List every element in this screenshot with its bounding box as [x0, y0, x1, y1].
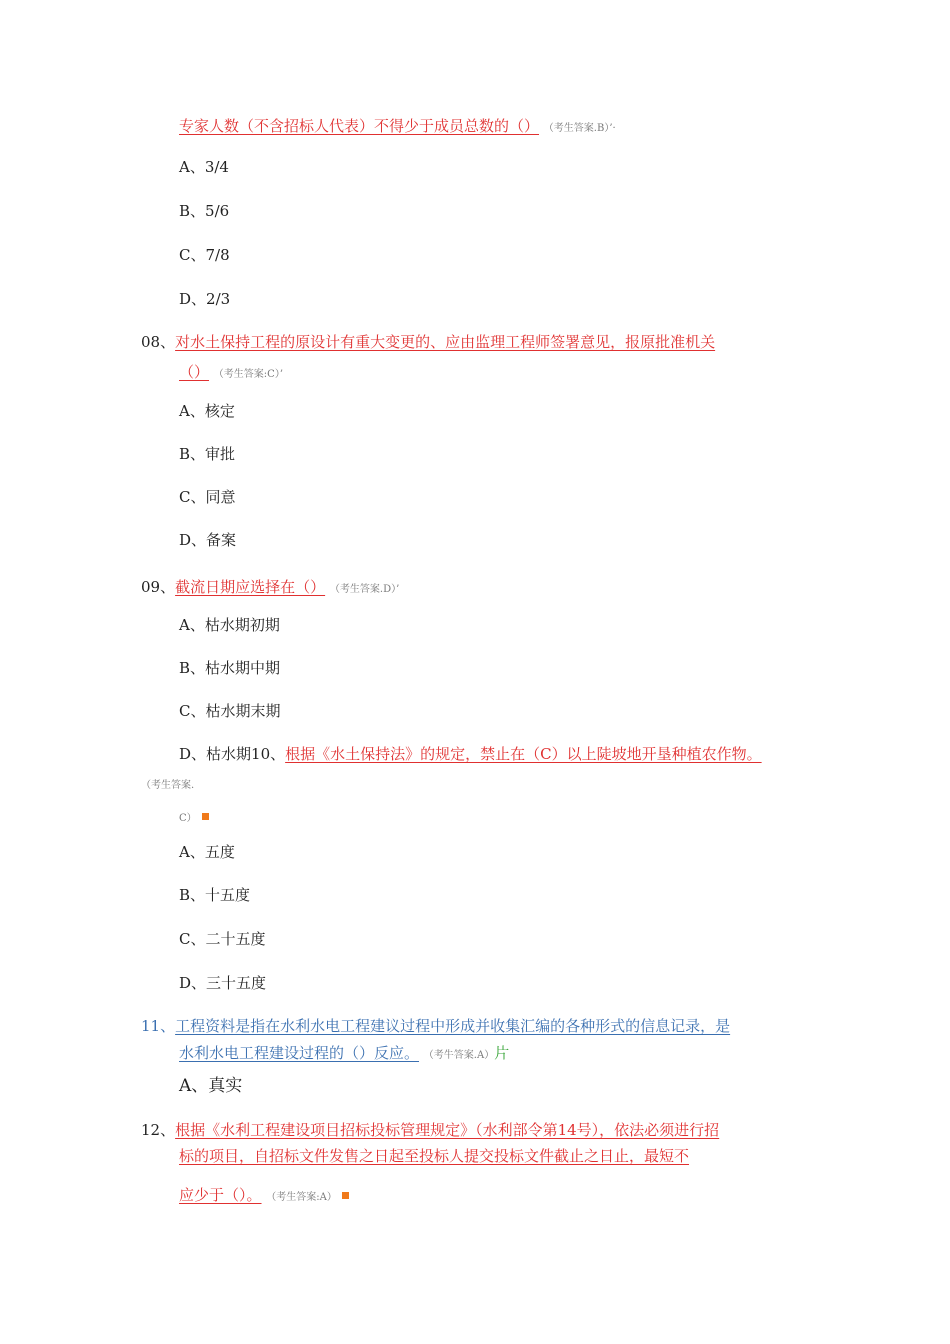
q12-stem-line1: [141, 1120, 719, 1140]
q08-stem-line1: [141, 332, 715, 352]
q12-stem-3: 应少于（）。: [179, 1186, 262, 1204]
q07-option-c: C、7/8: [179, 246, 230, 264]
q08-stem-2: （）: [179, 363, 210, 381]
q11-stem-line1: [141, 1016, 730, 1036]
q10-number: 10、: [251, 745, 286, 763]
q09-answer: （考生答案.D）: [329, 584, 397, 595]
q10-option-b: B、十五度: [179, 886, 251, 904]
q08-number: 08、: [141, 333, 176, 351]
q11-answer: （考牛答案.A）: [423, 1050, 495, 1061]
q11-stem-line2: [179, 1043, 509, 1066]
q07-option-a: A、3/4: [179, 158, 229, 176]
q08-stem-1: 对水土保持工程的原设计有重大变更的、应由监理工程师签署意见，报原批准机关: [175, 333, 716, 351]
q07-stem-line: [179, 116, 616, 139]
q09-option-b: B、枯水期中期: [179, 659, 281, 677]
q08-option-d: D、备案: [179, 531, 237, 549]
q11-stem-1: 工程资料是指在水利水电工程建议过程中形成并收集汇编的各种形式的信息记录，是: [175, 1017, 731, 1035]
orange-square-icon: [342, 1192, 349, 1199]
q10-option-c: C、二十五度: [179, 930, 266, 948]
q12-number: 12、: [141, 1121, 176, 1139]
q09-stem: 截流日期应选择在（）: [175, 578, 326, 596]
q11-trail: 片: [494, 1044, 510, 1062]
q10-stem: 根据《水土保持法》的规定，禁止在（C）以上陡坡地开垦种植农作物。: [285, 745, 762, 763]
q07-trail: ’·: [609, 123, 616, 134]
q07-answer: （考生答案.B）: [543, 123, 610, 134]
q09-trail: ’: [396, 584, 400, 595]
q11-number: 11、: [141, 1017, 176, 1035]
q12-stem-1: 根据《水利工程建设项目招标投标管理规定》（水利部令第14号），依法必须进行招: [175, 1121, 720, 1139]
q07-stem: 专家人数（不含招标人代表）不得少于成员总数的（）: [179, 117, 540, 135]
q08-answer: （考生答案:C）: [213, 369, 280, 380]
q10-option-a: A、五度: [179, 843, 235, 861]
q08-option-c: C、同意: [179, 488, 236, 506]
q07-option-b: B、5/6: [179, 202, 230, 220]
q10-answer-2: C）: [179, 813, 197, 824]
q09-option-a: A、枯水期初期: [179, 616, 280, 634]
q08-option-a: A、核定: [179, 402, 235, 420]
q08-stem-line2: [179, 362, 283, 385]
q09-stem-line: [141, 577, 399, 600]
orange-square-icon: [202, 813, 209, 820]
q12-stem-line2: [179, 1146, 689, 1166]
q12-stem-2: 标的项目，自招标文件发售之日起至投标人提交投标文件截止之日止，最短不: [179, 1147, 690, 1165]
q08-trail: ’: [279, 369, 284, 380]
q10-stem-line: [179, 744, 762, 764]
q12-answer: （考生答案:A）: [266, 1192, 337, 1203]
q09-option-d: D、枯水期: [179, 745, 252, 763]
q10-option-d: D、三十五度: [179, 974, 267, 992]
q07-option-d: D、2/3: [179, 290, 231, 308]
q12-stem-line3: [179, 1185, 349, 1208]
q10-answer-1: （考生答案.: [141, 780, 195, 791]
q09-option-c: C、枯水期末期: [179, 702, 281, 720]
q11-option-a: A、真实: [179, 1076, 243, 1096]
q08-option-b: B、审批: [179, 445, 236, 463]
q09-number: 09、: [141, 578, 176, 596]
q11-stem-2: 水利水电工程建设过程的（）反应。: [179, 1044, 420, 1062]
q10-answer-line2: [179, 806, 209, 829]
